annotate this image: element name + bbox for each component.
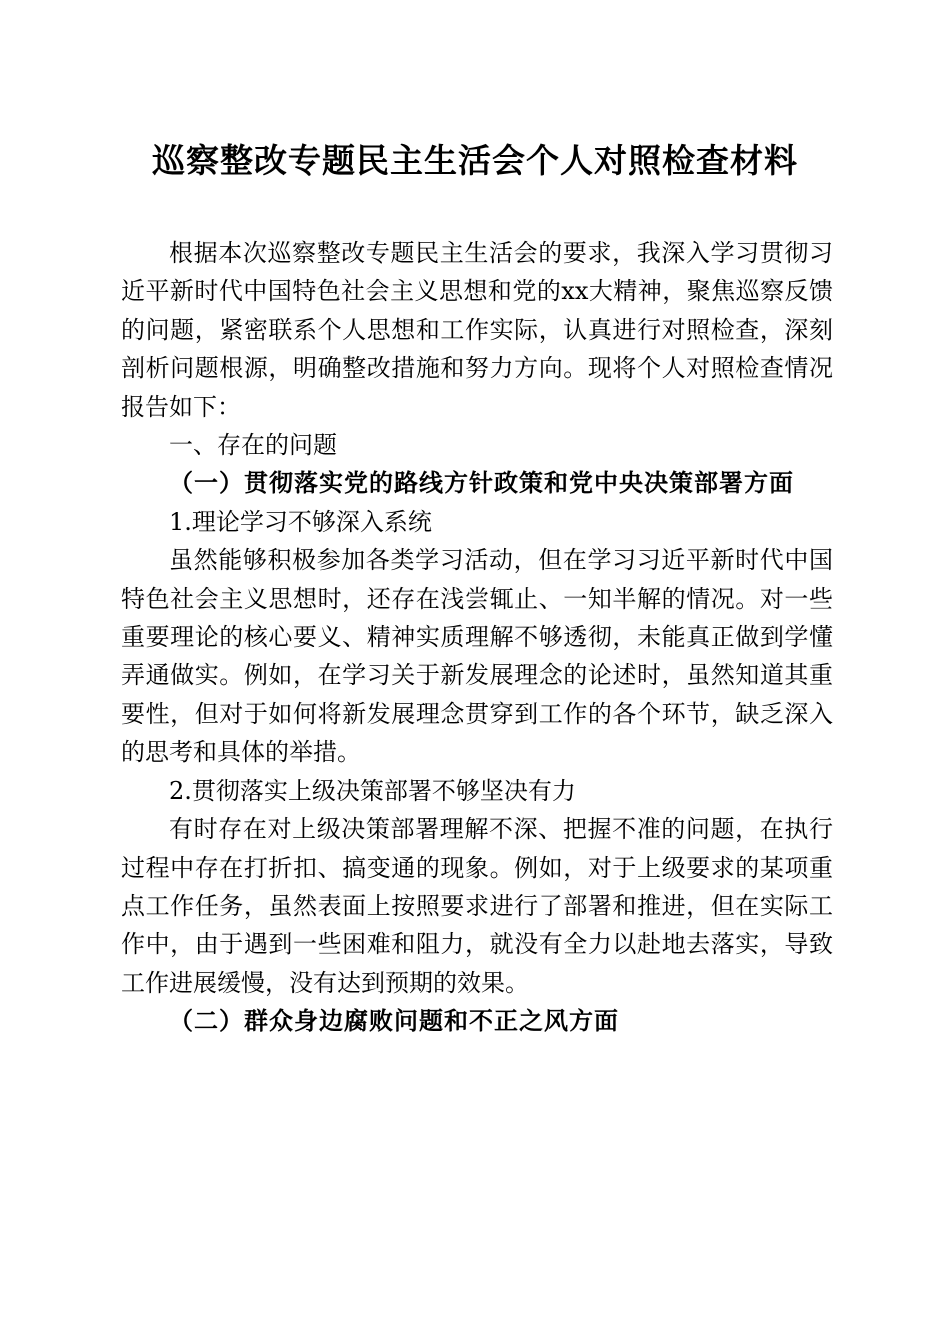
intro-paragraph: 根据本次巡察整改专题民主生活会的要求，我深入学习贯彻习近平新时代中国特色社会主义思想和党的xx大精神，聚焦巡察反馈的问题，紧密联系个人思想和工作实际，认真进行对照检查，深刻剖析问题根源，明确整改措施和努力方向。现将个人对照检查情况报告如下： <box>121 239 833 421</box>
section-heading-problems: 一、存在的问题 <box>169 431 337 460</box>
subsection-heading-corruption: （二）群众身边腐败问题和不正之风方面 <box>169 1006 619 1036</box>
item-heading-theory-study: 1.理论学习不够深入系统 <box>169 507 432 536</box>
subsection-heading-policy: （一）贯彻落实党的路线方针政策和党中央决策部署方面 <box>169 468 794 498</box>
document-title: 巡察整改专题民主生活会个人对照检查材料 <box>152 141 798 180</box>
item-paragraph-theory-study: 虽然能够积极参加各类学习活动，但在学习习近平新时代中国特色社会主义思想时，还存在浅尝辄止、一知半解的情况。对一些重要理论的核心要义、精神实质理解不够透彻，未能真正做到学懂弄通做实。例如，在学习关于新发展理念的论述时，虽然知道其重要性，但对于如何将新发展理念贯穿到工作的各个环节，缺乏深入的思考和具体的举措。 <box>121 546 833 767</box>
document-body <box>121 234 833 1041</box>
item-heading-implementation: 2.贯彻落实上级决策部署不够坚决有力 <box>169 776 576 805</box>
item-paragraph-implementation: 有时存在对上级决策部署理解不深、把握不准的问题，在执行过程中存在打折扣、搞变通的现象。例如，对于上级要求的某项重点工作任务，虽然表面上按照要求进行了部署和推进，但在实际工作中，由于遇到一些困难和阻力，就没有全力以赴地去落实，导致工作进展缓慢，没有达到预期的效果。 <box>121 815 833 997</box>
